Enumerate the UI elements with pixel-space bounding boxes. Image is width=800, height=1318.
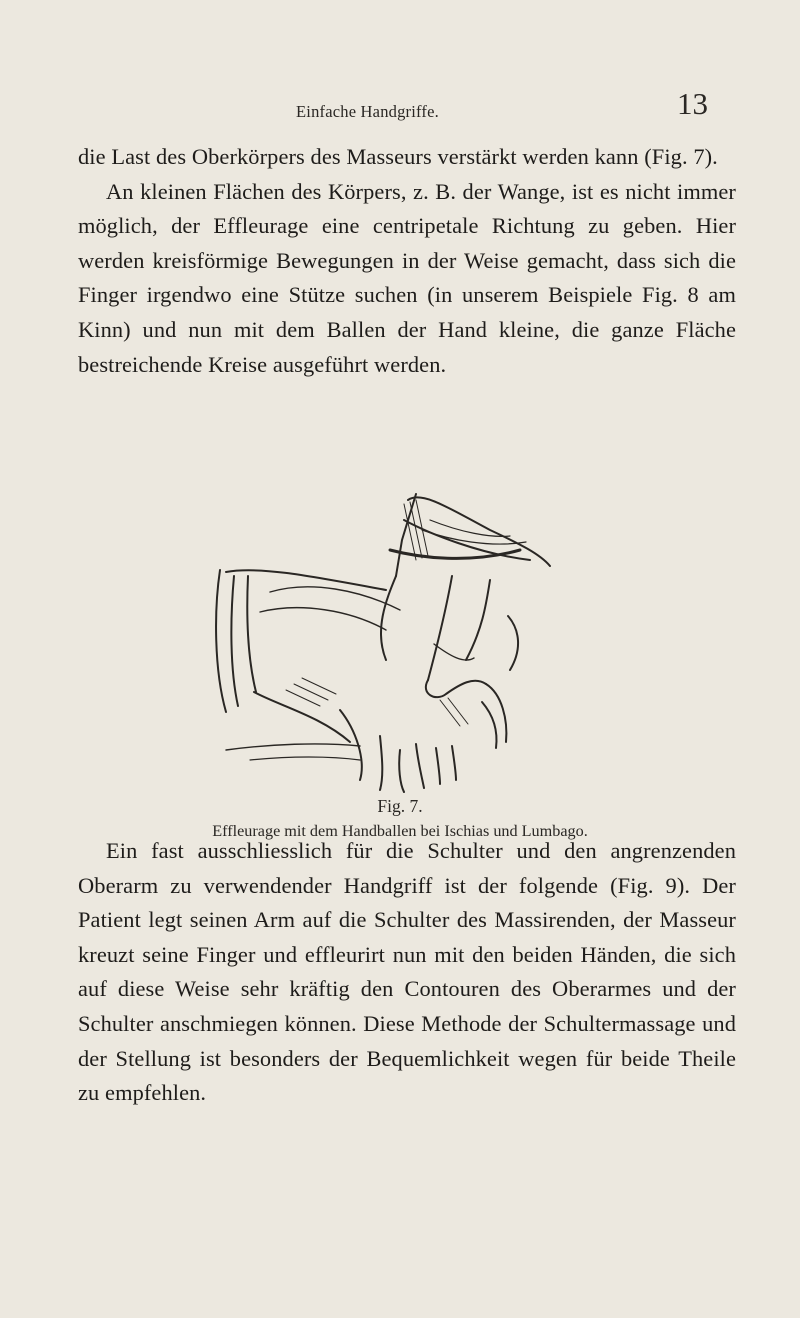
- running-head-title: Einfache Handgriffe.: [296, 102, 439, 121]
- text-block-bottom: [78, 834, 736, 1111]
- hand-effleurage-drawing: [190, 480, 600, 800]
- paragraph-continuation: die Last des Oberkörpers des Masseurs verstärkt werden kann (Fig. 7).: [78, 144, 718, 169]
- page-number: 13: [677, 86, 708, 121]
- paragraph-circular-movements: An kleinen Flächen des Körpers, z. B. der Wange, ist es nicht immer möglich, der Effleurage eine centripetale Richtung zu geben. Hier werden kreisförmige Bewegungen in der Weise gemacht, dass sich die Finger irgendwo eine Stütze suchen (in unserem Beispiele Fig. 8 am Kinn) und nun mit dem Ballen der Hand kleine, die ganze Fläche bestreichende Kreise ausgeführt werden.: [78, 178, 736, 377]
- figure-label: Fig. 7.: [377, 796, 423, 816]
- figure-7-illustration: [190, 480, 600, 800]
- running-head: [0, 86, 800, 126]
- figure-caption: Effleurage mit dem Handballen bei Ischias und Lumbago.: [212, 822, 588, 840]
- text-block-top: [78, 140, 736, 382]
- paragraph-shoulder-grip: Ein fast ausschliesslich für die Schulter und den angrenzenden Oberarm zu verwendender Handgriff ist der folgende (Fig. 9). Der Patient legt seinen Arm auf die Schulter des Massirenden, der Masseur kreuzt seine Finger und effleurirt nun mit den beiden Händen, die sich auf diese Weise sehr kräftig den Contouren des Oberarmes und der Schulter anschmiegen können. Diese Methode der Schultermassage und der Stellung ist besonders der Bequemlichkeit wegen für beide Theile zu empfehlen.: [78, 838, 736, 1106]
